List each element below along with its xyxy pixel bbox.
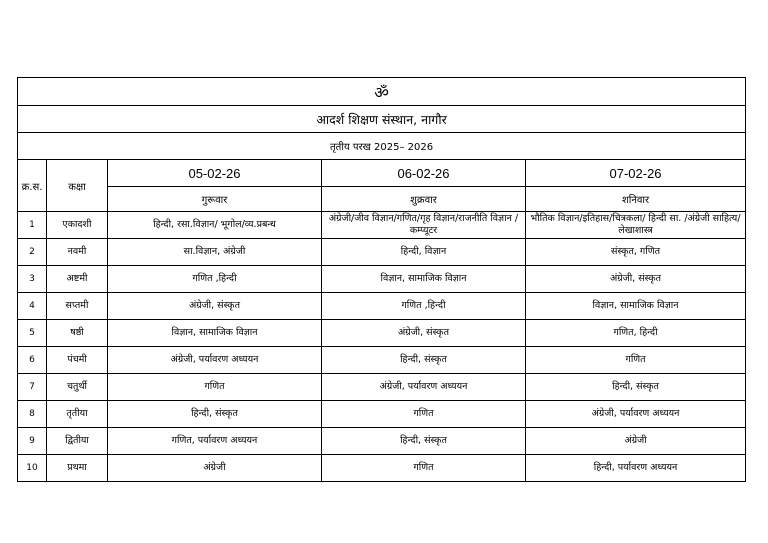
table-row: [18, 320, 746, 347]
date-header-1: 05-02-26: [108, 160, 322, 187]
table-row: [18, 266, 746, 293]
class-cell: पंचमी: [47, 347, 108, 374]
table-row: [18, 239, 746, 266]
serial-cell: 2: [18, 239, 47, 266]
subject-cell-day3: अंग्रेजी, पर्यावरण अध्ययन: [526, 401, 746, 428]
subject-cell-day1: हिन्दी, रसा.विज्ञान/ भूगोल/व्य.प्रबन्ध: [108, 212, 322, 239]
date-header-2: 06-02-26: [322, 160, 526, 187]
serial-cell: 1: [18, 212, 47, 239]
class-cell: प्रथमा: [47, 455, 108, 482]
subject-cell-day2: अंग्रेजी, पर्यावरण अध्ययन: [322, 374, 526, 401]
subject-cell-day1: सा.विज्ञान, अंग्रेजी: [108, 239, 322, 266]
class-cell: सप्तमी: [47, 293, 108, 320]
class-cell: अष्टमी: [47, 266, 108, 293]
table-row: [18, 347, 746, 374]
subject-cell-day3: संस्कृत, गणित: [526, 239, 746, 266]
school-row: [18, 106, 746, 133]
subject-cell-day1: गणित: [108, 374, 322, 401]
table-row: [18, 212, 746, 239]
subject-cell-day3: विज्ञान, सामाजिक विज्ञान: [526, 293, 746, 320]
om-symbol: ॐ: [18, 78, 746, 106]
subject-cell-day1: हिन्दी, संस्कृत: [108, 401, 322, 428]
subject-cell-day1: अंग्रेजी, पर्यावरण अध्ययन: [108, 347, 322, 374]
subject-cell-day3: हिन्दी, पर्यावरण अध्ययन: [526, 455, 746, 482]
subject-cell-day2: अंग्रेजी, संस्कृत: [322, 320, 526, 347]
subject-cell-day1: गणित, पर्यावरण अध्ययन: [108, 428, 322, 455]
subject-cell-day2: हिन्दी, संस्कृत: [322, 428, 526, 455]
serial-cell: 7: [18, 374, 47, 401]
subject-cell-day2: विज्ञान, सामाजिक विज्ञान: [322, 266, 526, 293]
day-header-2: शुक्रवार: [322, 187, 526, 212]
subject-cell-day1: अंग्रेजी, संस्कृत: [108, 293, 322, 320]
exam-schedule-table: [17, 77, 746, 482]
subject-cell-day2: गणित ,हिन्दी: [322, 293, 526, 320]
test-title: तृतीय परख 2025– 2026: [18, 133, 746, 160]
serial-cell: 10: [18, 455, 47, 482]
class-cell: षष्ठी: [47, 320, 108, 347]
om-row: [18, 78, 746, 106]
class-cell: चतुर्थी: [47, 374, 108, 401]
class-cell: तृतीया: [47, 401, 108, 428]
subject-cell-day1: अंग्रेजी: [108, 455, 322, 482]
subject-cell-day3: अंग्रेजी, संस्कृत: [526, 266, 746, 293]
date-header-row: [18, 160, 746, 187]
subject-cell-day3: हिन्दी, संस्कृत: [526, 374, 746, 401]
subject-cell-day1: गणित ,हिन्दी: [108, 266, 322, 293]
subject-cell-day3: भौतिक विज्ञान/इतिहास/चित्रकला/ हिन्दी सा. /अंग्रेजी साहित्य/लेखाशास्त्र: [526, 212, 746, 239]
subject-cell-day2: गणित: [322, 401, 526, 428]
subject-cell-day3: गणित: [526, 347, 746, 374]
school-name: आदर्श शिक्षण संस्थान, नागौर: [18, 106, 746, 133]
subject-cell-day2: गणित: [322, 455, 526, 482]
test-row: [18, 133, 746, 160]
subject-cell-day3: अंग्रेजी: [526, 428, 746, 455]
serial-cell: 3: [18, 266, 47, 293]
class-cell: नवमी: [47, 239, 108, 266]
day-header-1: गुरूवार: [108, 187, 322, 212]
serial-cell: 4: [18, 293, 47, 320]
subject-cell-day1: विज्ञान, सामाजिक विज्ञान: [108, 320, 322, 347]
subject-cell-day2: हिन्दी, संस्कृत: [322, 347, 526, 374]
table-row: [18, 293, 746, 320]
table-row: [18, 455, 746, 482]
date-header-3: 07-02-26: [526, 160, 746, 187]
subject-cell-day2: हिन्दी, विज्ञान: [322, 239, 526, 266]
table-row: [18, 401, 746, 428]
serial-cell: 6: [18, 347, 47, 374]
subject-cell-day2: अंग्रेजी/जीव विज्ञान/गणित/गृह विज्ञान/राजनीति विज्ञान /कम्प्यूटर: [322, 212, 526, 239]
serial-cell: 8: [18, 401, 47, 428]
table-row: [18, 428, 746, 455]
day-header-3: शनिवार: [526, 187, 746, 212]
serial-cell: 5: [18, 320, 47, 347]
class-header: कक्षा: [47, 160, 108, 212]
day-header-row: [18, 187, 746, 212]
serial-header: क्र.स.: [18, 160, 47, 212]
subject-cell-day3: गणित, हिन्दी: [526, 320, 746, 347]
class-cell: एकादशी: [47, 212, 108, 239]
class-cell: द्वितीया: [47, 428, 108, 455]
serial-cell: 9: [18, 428, 47, 455]
table-row: [18, 374, 746, 401]
